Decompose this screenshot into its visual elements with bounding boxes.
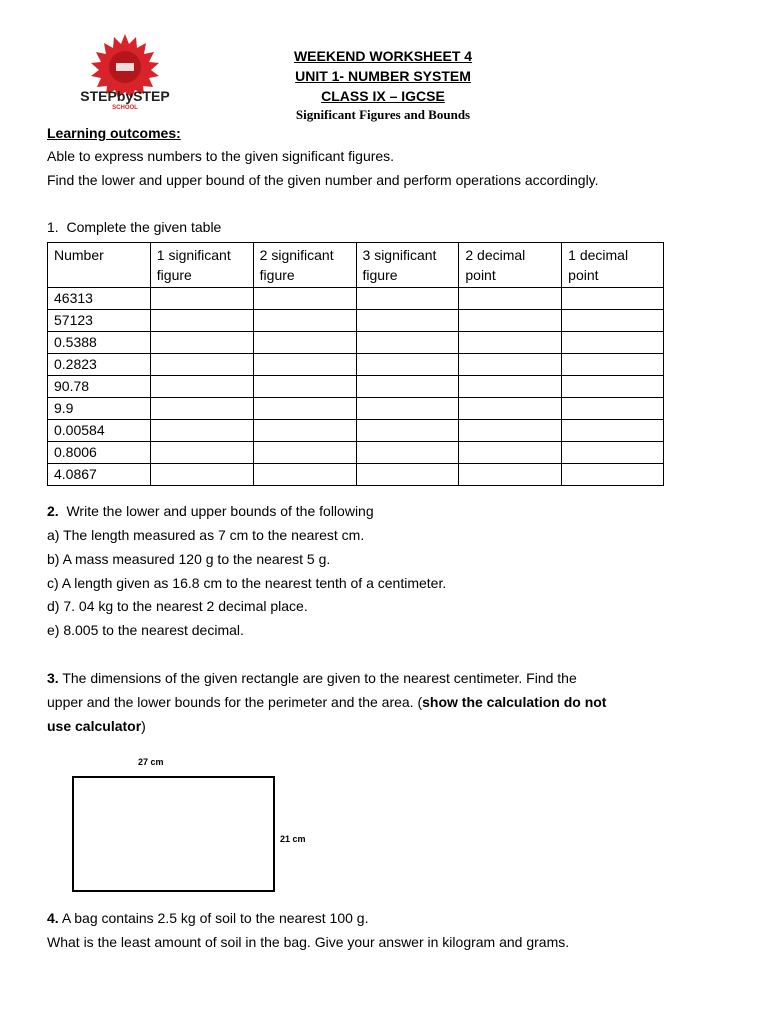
header-subtitle: Significant Figures and Bounds — [295, 107, 471, 122]
answer-cell[interactable] — [356, 332, 459, 354]
q2-text: Write the lower and upper bounds of the following — [66, 503, 374, 519]
q3-instruction-bold-2: use calculator — [47, 718, 142, 734]
q3-text-2: upper and the lower bounds for the perimeter and the area. ( — [47, 694, 423, 710]
answer-cell[interactable] — [562, 442, 664, 464]
table-row — [48, 354, 664, 376]
answer-cell[interactable] — [459, 310, 562, 332]
row-number: 9.9 — [48, 398, 151, 420]
answer-cell[interactable] — [253, 288, 356, 310]
q3-text-1: The dimensions of the given rectangle are given to the nearest centimeter. Find the — [62, 670, 577, 686]
table-row — [48, 288, 664, 310]
row-number: 90.78 — [48, 376, 151, 398]
q2-part-a: a) The length measured as 7 cm to the nearest cm. — [47, 527, 365, 543]
answer-cell[interactable] — [253, 354, 356, 376]
q3-number: 3. — [47, 670, 59, 686]
answer-cell[interactable] — [459, 354, 562, 376]
answer-cell[interactable] — [562, 354, 664, 376]
answer-cell[interactable] — [253, 332, 356, 354]
row-number: 4.0867 — [48, 464, 151, 486]
outcome-line-2: Find the lower and upper bound of the given number and perform operations accordingly. — [47, 172, 599, 188]
table-header-row — [48, 243, 664, 288]
table-row — [48, 420, 664, 442]
outcome-line-1: Able to express numbers to the given significant figures. — [47, 148, 395, 164]
table-row — [48, 310, 664, 332]
answer-cell[interactable] — [253, 310, 356, 332]
logo-brand-text: STEPbySTEP — [80, 88, 170, 104]
q2-prompt — [47, 503, 374, 519]
q3-line-1 — [47, 670, 577, 686]
answer-cell[interactable] — [459, 420, 562, 442]
significant-figures-table — [47, 242, 664, 486]
answer-cell[interactable] — [356, 354, 459, 376]
answer-cell[interactable] — [356, 464, 459, 486]
table-row — [48, 332, 664, 354]
answer-cell[interactable] — [150, 354, 253, 376]
answer-cell[interactable] — [150, 332, 253, 354]
answer-cell[interactable] — [150, 376, 253, 398]
row-number: 0.2823 — [48, 354, 151, 376]
col-header-3sf: 3 significant figure — [356, 243, 459, 288]
row-number: 0.8006 — [48, 442, 151, 464]
header-worksheet-title: WEEKEND WORKSHEET 4 — [293, 48, 473, 64]
answer-cell[interactable] — [253, 398, 356, 420]
table-row — [48, 398, 664, 420]
worksheet-header — [230, 46, 536, 123]
answer-cell[interactable] — [356, 376, 459, 398]
answer-cell[interactable] — [356, 420, 459, 442]
col-header-1dp: 1 decimal point — [562, 243, 664, 288]
answer-cell[interactable] — [356, 442, 459, 464]
col-header-2dp: 2 decimal point — [459, 243, 562, 288]
q3-line-2 — [47, 694, 606, 710]
header-class: CLASS IX – IGCSE — [321, 88, 445, 104]
answer-cell[interactable] — [150, 398, 253, 420]
row-number: 0.00584 — [48, 420, 151, 442]
q4-number: 4. — [47, 910, 59, 926]
q3-close-paren: ) — [141, 718, 146, 734]
q3-line-3 — [47, 718, 146, 734]
q1-text: Complete the given table — [66, 219, 222, 235]
rectangle-height-label: 21 cm — [280, 834, 306, 844]
q2-part-e: e) 8.005 to the nearest decimal. — [47, 622, 244, 638]
answer-cell[interactable] — [459, 288, 562, 310]
q4-text-1: A bag contains 2.5 kg of soil to the nearest 100 g. — [61, 910, 369, 926]
table-row — [48, 442, 664, 464]
outcomes-title: Learning outcomes: — [47, 125, 181, 141]
answer-cell[interactable] — [562, 310, 664, 332]
answer-cell[interactable] — [356, 288, 459, 310]
col-header-2sf: 2 significant figure — [253, 243, 356, 288]
answer-cell[interactable] — [562, 420, 664, 442]
col-header-1sf: 1 significant figure — [150, 243, 253, 288]
answer-cell[interactable] — [459, 442, 562, 464]
q2-part-b: b) A mass measured 120 g to the nearest 5 g. — [47, 551, 331, 567]
q2-part-d: d) 7. 04 kg to the nearest 2 decimal place. — [47, 598, 308, 614]
table-row — [48, 376, 664, 398]
answer-cell[interactable] — [459, 464, 562, 486]
rectangle-figure — [72, 776, 275, 892]
school-logo — [80, 34, 170, 110]
q1-prompt — [47, 219, 221, 235]
q2-number: 2. — [47, 503, 59, 519]
answer-cell[interactable] — [150, 288, 253, 310]
answer-cell[interactable] — [562, 464, 664, 486]
answer-cell[interactable] — [459, 332, 562, 354]
answer-cell[interactable] — [253, 464, 356, 486]
answer-cell[interactable] — [459, 376, 562, 398]
answer-cell[interactable] — [253, 420, 356, 442]
answer-cell[interactable] — [150, 442, 253, 464]
rectangle-width-label: 27 cm — [138, 757, 164, 767]
row-number: 46313 — [48, 288, 151, 310]
answer-cell[interactable] — [562, 398, 664, 420]
answer-cell[interactable] — [150, 420, 253, 442]
q2-part-c: c) A length given as 16.8 cm to the nearest tenth of a centimeter. — [47, 575, 447, 591]
row-number: 0.5388 — [48, 332, 151, 354]
answer-cell[interactable] — [562, 376, 664, 398]
answer-cell[interactable] — [562, 332, 664, 354]
answer-cell[interactable] — [253, 376, 356, 398]
logo-sub-text: SCHOOL — [112, 105, 138, 110]
header-unit: UNIT 1- NUMBER SYSTEM — [295, 68, 471, 84]
answer-cell[interactable] — [562, 288, 664, 310]
row-number: 57123 — [48, 310, 151, 332]
q3-instruction-bold: show the calculation do not — [422, 694, 607, 710]
q1-number: 1. — [47, 219, 59, 235]
answer-cell[interactable] — [356, 310, 459, 332]
col-header-number: Number — [48, 243, 151, 288]
answer-cell[interactable] — [356, 398, 459, 420]
answer-cell[interactable] — [150, 310, 253, 332]
answer-cell[interactable] — [459, 398, 562, 420]
q4-line-1 — [47, 910, 368, 926]
answer-cell[interactable] — [150, 464, 253, 486]
answer-cell[interactable] — [253, 442, 356, 464]
table-row — [48, 464, 664, 486]
q4-line-2: What is the least amount of soil in the bag. Give your answer in kilogram and grams. — [47, 934, 570, 950]
